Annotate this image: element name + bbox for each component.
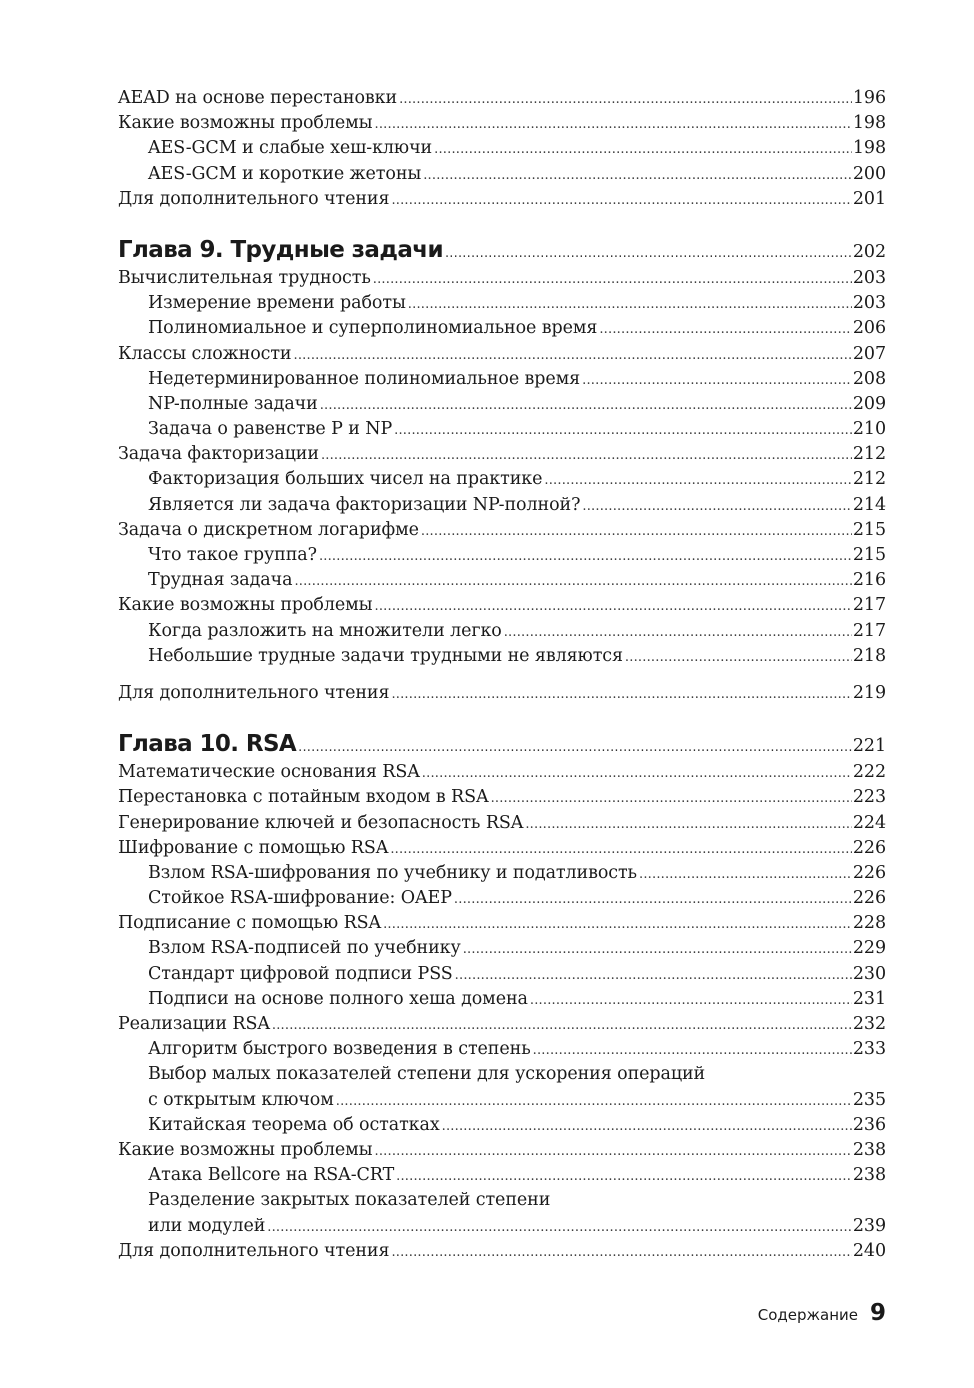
toc-section[interactable] bbox=[118, 681, 886, 706]
dot-leader bbox=[530, 988, 852, 1013]
dot-leader bbox=[491, 786, 852, 811]
toc-entry-page: 235 bbox=[852, 1089, 886, 1110]
toc-section[interactable] bbox=[118, 1138, 886, 1163]
dot-leader bbox=[399, 87, 852, 112]
toc-entry-title: Задача о дискретном логарифме bbox=[118, 519, 419, 540]
toc-entry-title: Алгоритм быстрого возведения в степень bbox=[148, 1039, 531, 1060]
toc-entry-page: 221 bbox=[852, 736, 886, 757]
toc-entry-page: 207 bbox=[852, 343, 886, 364]
toc-entry-title: AES-GCM и короткие жетоны bbox=[148, 163, 422, 184]
dot-leader bbox=[336, 1089, 852, 1114]
toc-entry-page: 226 bbox=[852, 862, 886, 883]
toc-entry-title: Какие возможны проблемы bbox=[118, 595, 373, 616]
toc-entry-page: 233 bbox=[852, 1039, 886, 1060]
toc-entry-page: 239 bbox=[852, 1215, 886, 1236]
toc-entry-title: Факторизация больших чисел на практике bbox=[148, 469, 543, 490]
toc-section[interactable] bbox=[118, 811, 886, 836]
toc-section[interactable] bbox=[118, 593, 886, 618]
toc-subsection[interactable] bbox=[118, 1214, 886, 1239]
toc-entry-page: 216 bbox=[852, 570, 886, 591]
dot-leader bbox=[294, 343, 852, 368]
toc-entry-page: 223 bbox=[852, 787, 886, 808]
toc-entry-title: Шифрование с помощью RSA bbox=[118, 837, 389, 858]
toc-entry-page: 198 bbox=[852, 138, 886, 159]
dot-leader bbox=[390, 837, 852, 862]
toc-entry-title: Глава 10. RSA bbox=[118, 731, 297, 758]
toc-entry-title: Для дополнительного чтения bbox=[118, 1240, 390, 1261]
dot-leader bbox=[374, 112, 851, 137]
dot-leader bbox=[423, 163, 852, 188]
toc-subsection[interactable] bbox=[118, 619, 886, 644]
toc-entry-title: Глава 9. Трудные задачи bbox=[118, 236, 443, 263]
toc-subsection[interactable] bbox=[118, 493, 886, 518]
toc-section[interactable] bbox=[118, 836, 886, 861]
dot-leader bbox=[294, 569, 851, 594]
toc-subsection[interactable] bbox=[118, 568, 886, 593]
toc-entry-page: 214 bbox=[852, 494, 886, 515]
page-footer bbox=[758, 1300, 886, 1326]
toc-entry-title: Стандарт цифровой подписи PSS bbox=[148, 963, 453, 984]
toc-entry-title: Взлом RSA-подписей по учебнику bbox=[148, 938, 461, 959]
dot-leader bbox=[320, 393, 852, 418]
toc-subsection[interactable] bbox=[118, 162, 886, 187]
toc-entry-title: Трудная задача bbox=[148, 570, 293, 591]
toc-entry-page: 226 bbox=[852, 837, 886, 858]
toc-subsection[interactable] bbox=[118, 886, 886, 911]
dot-leader bbox=[408, 292, 852, 317]
dot-leader bbox=[582, 494, 852, 519]
toc-entry-page: 228 bbox=[852, 913, 886, 934]
dot-leader bbox=[455, 963, 852, 988]
toc-section[interactable] bbox=[118, 518, 886, 543]
toc-entry-title: Китайская теорема об остатках bbox=[148, 1114, 440, 1135]
toc-subsection[interactable] bbox=[118, 962, 886, 987]
toc-subsection[interactable] bbox=[118, 987, 886, 1012]
toc-entry-page: 236 bbox=[852, 1114, 886, 1135]
dot-leader bbox=[454, 887, 852, 912]
toc-entry-title: Какие возможны проблемы bbox=[118, 113, 373, 134]
dot-leader bbox=[396, 1164, 852, 1189]
toc-subsection-first-line[interactable]: Выбор малых показателей степени для ускорения операций bbox=[148, 1064, 706, 1085]
toc-entry-page: 201 bbox=[852, 188, 886, 209]
toc-entry-title: Подписи на основе полного хеша домена bbox=[148, 988, 528, 1009]
toc-entry-page: 208 bbox=[852, 368, 886, 389]
toc-entry-page: 215 bbox=[852, 545, 886, 565]
toc-entry-title: Задача факторизации bbox=[118, 444, 319, 465]
dot-leader bbox=[625, 645, 852, 670]
toc-entry-page: 196 bbox=[852, 88, 886, 108]
toc-section[interactable] bbox=[118, 911, 886, 936]
toc-entry-title: Является ли задача факторизации NP-полной? bbox=[148, 494, 581, 515]
toc-entry-page: 231 bbox=[852, 988, 886, 1009]
toc-entry-page: 200 bbox=[852, 163, 886, 184]
toc-entry-title: Недетерминированное полиномиальное время bbox=[148, 368, 581, 389]
toc-entry-page: 217 bbox=[852, 595, 886, 616]
toc-entry-title: Классы сложности bbox=[118, 343, 292, 364]
toc-entry-title: Перестановка с потайным входом в RSA bbox=[118, 787, 489, 808]
toc-entry-title: Подписание с помощью RSA bbox=[118, 913, 382, 934]
toc-entry-title: Вычислительная трудность bbox=[118, 267, 371, 288]
toc-subsection[interactable] bbox=[118, 644, 886, 669]
dot-leader bbox=[383, 912, 852, 937]
dot-leader bbox=[272, 1013, 852, 1038]
dot-leader bbox=[445, 238, 852, 270]
toc-entry-title: Взлом RSA-шифрования по учебнику и податливость bbox=[148, 862, 637, 883]
dot-leader bbox=[463, 937, 852, 962]
toc-entry-title: Задача о равенстве P и NP bbox=[148, 419, 393, 440]
dot-leader bbox=[582, 368, 852, 393]
dot-leader bbox=[421, 519, 852, 544]
toc-subsection[interactable] bbox=[118, 1088, 886, 1113]
dot-leader bbox=[639, 862, 852, 887]
dot-leader bbox=[434, 137, 852, 162]
dot-leader bbox=[267, 1215, 852, 1240]
toc-entry-page: 203 bbox=[852, 267, 886, 288]
toc-subsection[interactable] bbox=[118, 1163, 886, 1188]
toc-section[interactable] bbox=[118, 342, 886, 367]
toc-section[interactable] bbox=[118, 785, 886, 810]
toc-chapter[interactable] bbox=[118, 234, 886, 266]
toc-section[interactable] bbox=[118, 1012, 886, 1037]
dot-leader bbox=[374, 1139, 851, 1164]
toc-entry-page: 238 bbox=[852, 1165, 886, 1186]
dot-leader bbox=[319, 544, 852, 569]
toc-entry-title: Полиномиальное и суперполиномиальное время bbox=[148, 318, 598, 339]
toc-subsection[interactable] bbox=[118, 1037, 886, 1062]
toc-subsection[interactable] bbox=[118, 1113, 886, 1138]
dot-leader bbox=[391, 1240, 851, 1265]
dot-leader bbox=[525, 812, 852, 837]
toc-entry-title: Математические основания RSA bbox=[118, 762, 420, 783]
dot-leader bbox=[442, 1114, 852, 1139]
toc-subsection[interactable] bbox=[118, 367, 886, 392]
toc-entry-title: или модулей bbox=[148, 1215, 266, 1236]
toc-section[interactable] bbox=[118, 442, 886, 467]
toc-entry-page: 210 bbox=[852, 419, 886, 440]
toc-entry-page: 222 bbox=[852, 762, 886, 783]
toc-subsection[interactable] bbox=[118, 392, 886, 417]
toc-entry-title: Стойкое RSA-шифрование: OAEP bbox=[148, 888, 452, 909]
toc-entry-page: 212 bbox=[852, 444, 886, 465]
toc-section[interactable] bbox=[118, 760, 886, 785]
toc-subsection[interactable] bbox=[118, 417, 886, 442]
toc-subsection[interactable] bbox=[118, 467, 886, 492]
dot-leader bbox=[504, 620, 852, 645]
toc-subsection-first-line[interactable]: Разделение закрытых показателей степени bbox=[148, 1190, 551, 1211]
toc-section[interactable] bbox=[118, 86, 886, 111]
toc-entry-title: Для дополнительного чтения bbox=[118, 682, 390, 703]
toc-entry-page: 206 bbox=[852, 318, 886, 339]
toc-entry-page: 209 bbox=[852, 393, 886, 414]
toc-section[interactable] bbox=[118, 111, 886, 136]
toc-entry-title: Какие возможны проблемы bbox=[118, 1139, 373, 1160]
toc-subsection[interactable] bbox=[118, 291, 886, 316]
toc-subsection[interactable] bbox=[118, 861, 886, 886]
toc-entry-title: AEAD на основе перестановки bbox=[118, 88, 398, 108]
toc-entry-title: с открытым ключом bbox=[148, 1089, 334, 1110]
toc-entry-page: 232 bbox=[852, 1014, 886, 1034]
dot-leader bbox=[321, 443, 852, 468]
dot-leader bbox=[373, 267, 852, 292]
toc-subsection[interactable] bbox=[118, 936, 886, 961]
toc-entry-title: Небольшие трудные задачи трудными не являются bbox=[148, 645, 623, 666]
dot-leader bbox=[533, 1038, 852, 1063]
dot-leader bbox=[422, 761, 852, 786]
toc-entry-page: 218 bbox=[852, 645, 886, 666]
toc-entry-page: 212 bbox=[852, 469, 886, 490]
toc-entry-page: 198 bbox=[852, 113, 886, 134]
dot-leader bbox=[391, 682, 851, 707]
toc-entry-page: 240 bbox=[852, 1240, 886, 1261]
toc-entry-page: 224 bbox=[852, 812, 886, 833]
dot-leader bbox=[391, 188, 851, 213]
toc-subsection[interactable] bbox=[118, 136, 886, 161]
table-of-contents bbox=[118, 86, 886, 1264]
dot-leader bbox=[374, 594, 851, 619]
toc-entry-title: AES-GCM и слабые хеш-ключи bbox=[148, 138, 433, 159]
toc-section[interactable] bbox=[118, 266, 886, 291]
dot-leader bbox=[544, 468, 852, 493]
toc-entry-page: 226 bbox=[852, 888, 886, 909]
page-number: 9 bbox=[869, 1300, 886, 1326]
toc-entry-page: 229 bbox=[852, 938, 886, 959]
toc-entry-page: 230 bbox=[852, 963, 886, 984]
toc-entry-page: 217 bbox=[852, 620, 886, 641]
toc-entry-title: Для дополнительного чтения bbox=[118, 188, 390, 209]
toc-entry-title: Атака Bellcore на RSA-CRT bbox=[148, 1165, 395, 1186]
dot-leader bbox=[599, 317, 852, 342]
toc-entry-title: Генерирование ключей и безопасность RSA bbox=[118, 812, 524, 833]
dot-leader bbox=[394, 418, 852, 443]
toc-entry-page: 219 bbox=[852, 682, 886, 703]
toc-section[interactable] bbox=[118, 1239, 886, 1264]
toc-entry-page: 202 bbox=[852, 241, 886, 262]
toc-entry-page: 203 bbox=[852, 293, 886, 314]
toc-entry-title: Когда разложить на множители легко bbox=[148, 620, 502, 641]
toc-entry-title: Реализации RSA bbox=[118, 1014, 270, 1034]
toc-entry-page: 238 bbox=[852, 1139, 886, 1160]
running-footer-label: Содержание bbox=[757, 1306, 858, 1324]
toc-subsection[interactable] bbox=[118, 316, 886, 341]
toc-entry-page: 215 bbox=[852, 519, 886, 540]
toc-chapter[interactable] bbox=[118, 728, 886, 760]
toc-entry-title: NP-полные задачи bbox=[148, 393, 318, 414]
toc-subsection[interactable] bbox=[118, 543, 886, 568]
toc-entry-title: Измерение времени работы bbox=[148, 293, 406, 314]
toc-entry-title: Что такое группа? bbox=[148, 545, 317, 565]
toc-section[interactable] bbox=[118, 187, 886, 212]
